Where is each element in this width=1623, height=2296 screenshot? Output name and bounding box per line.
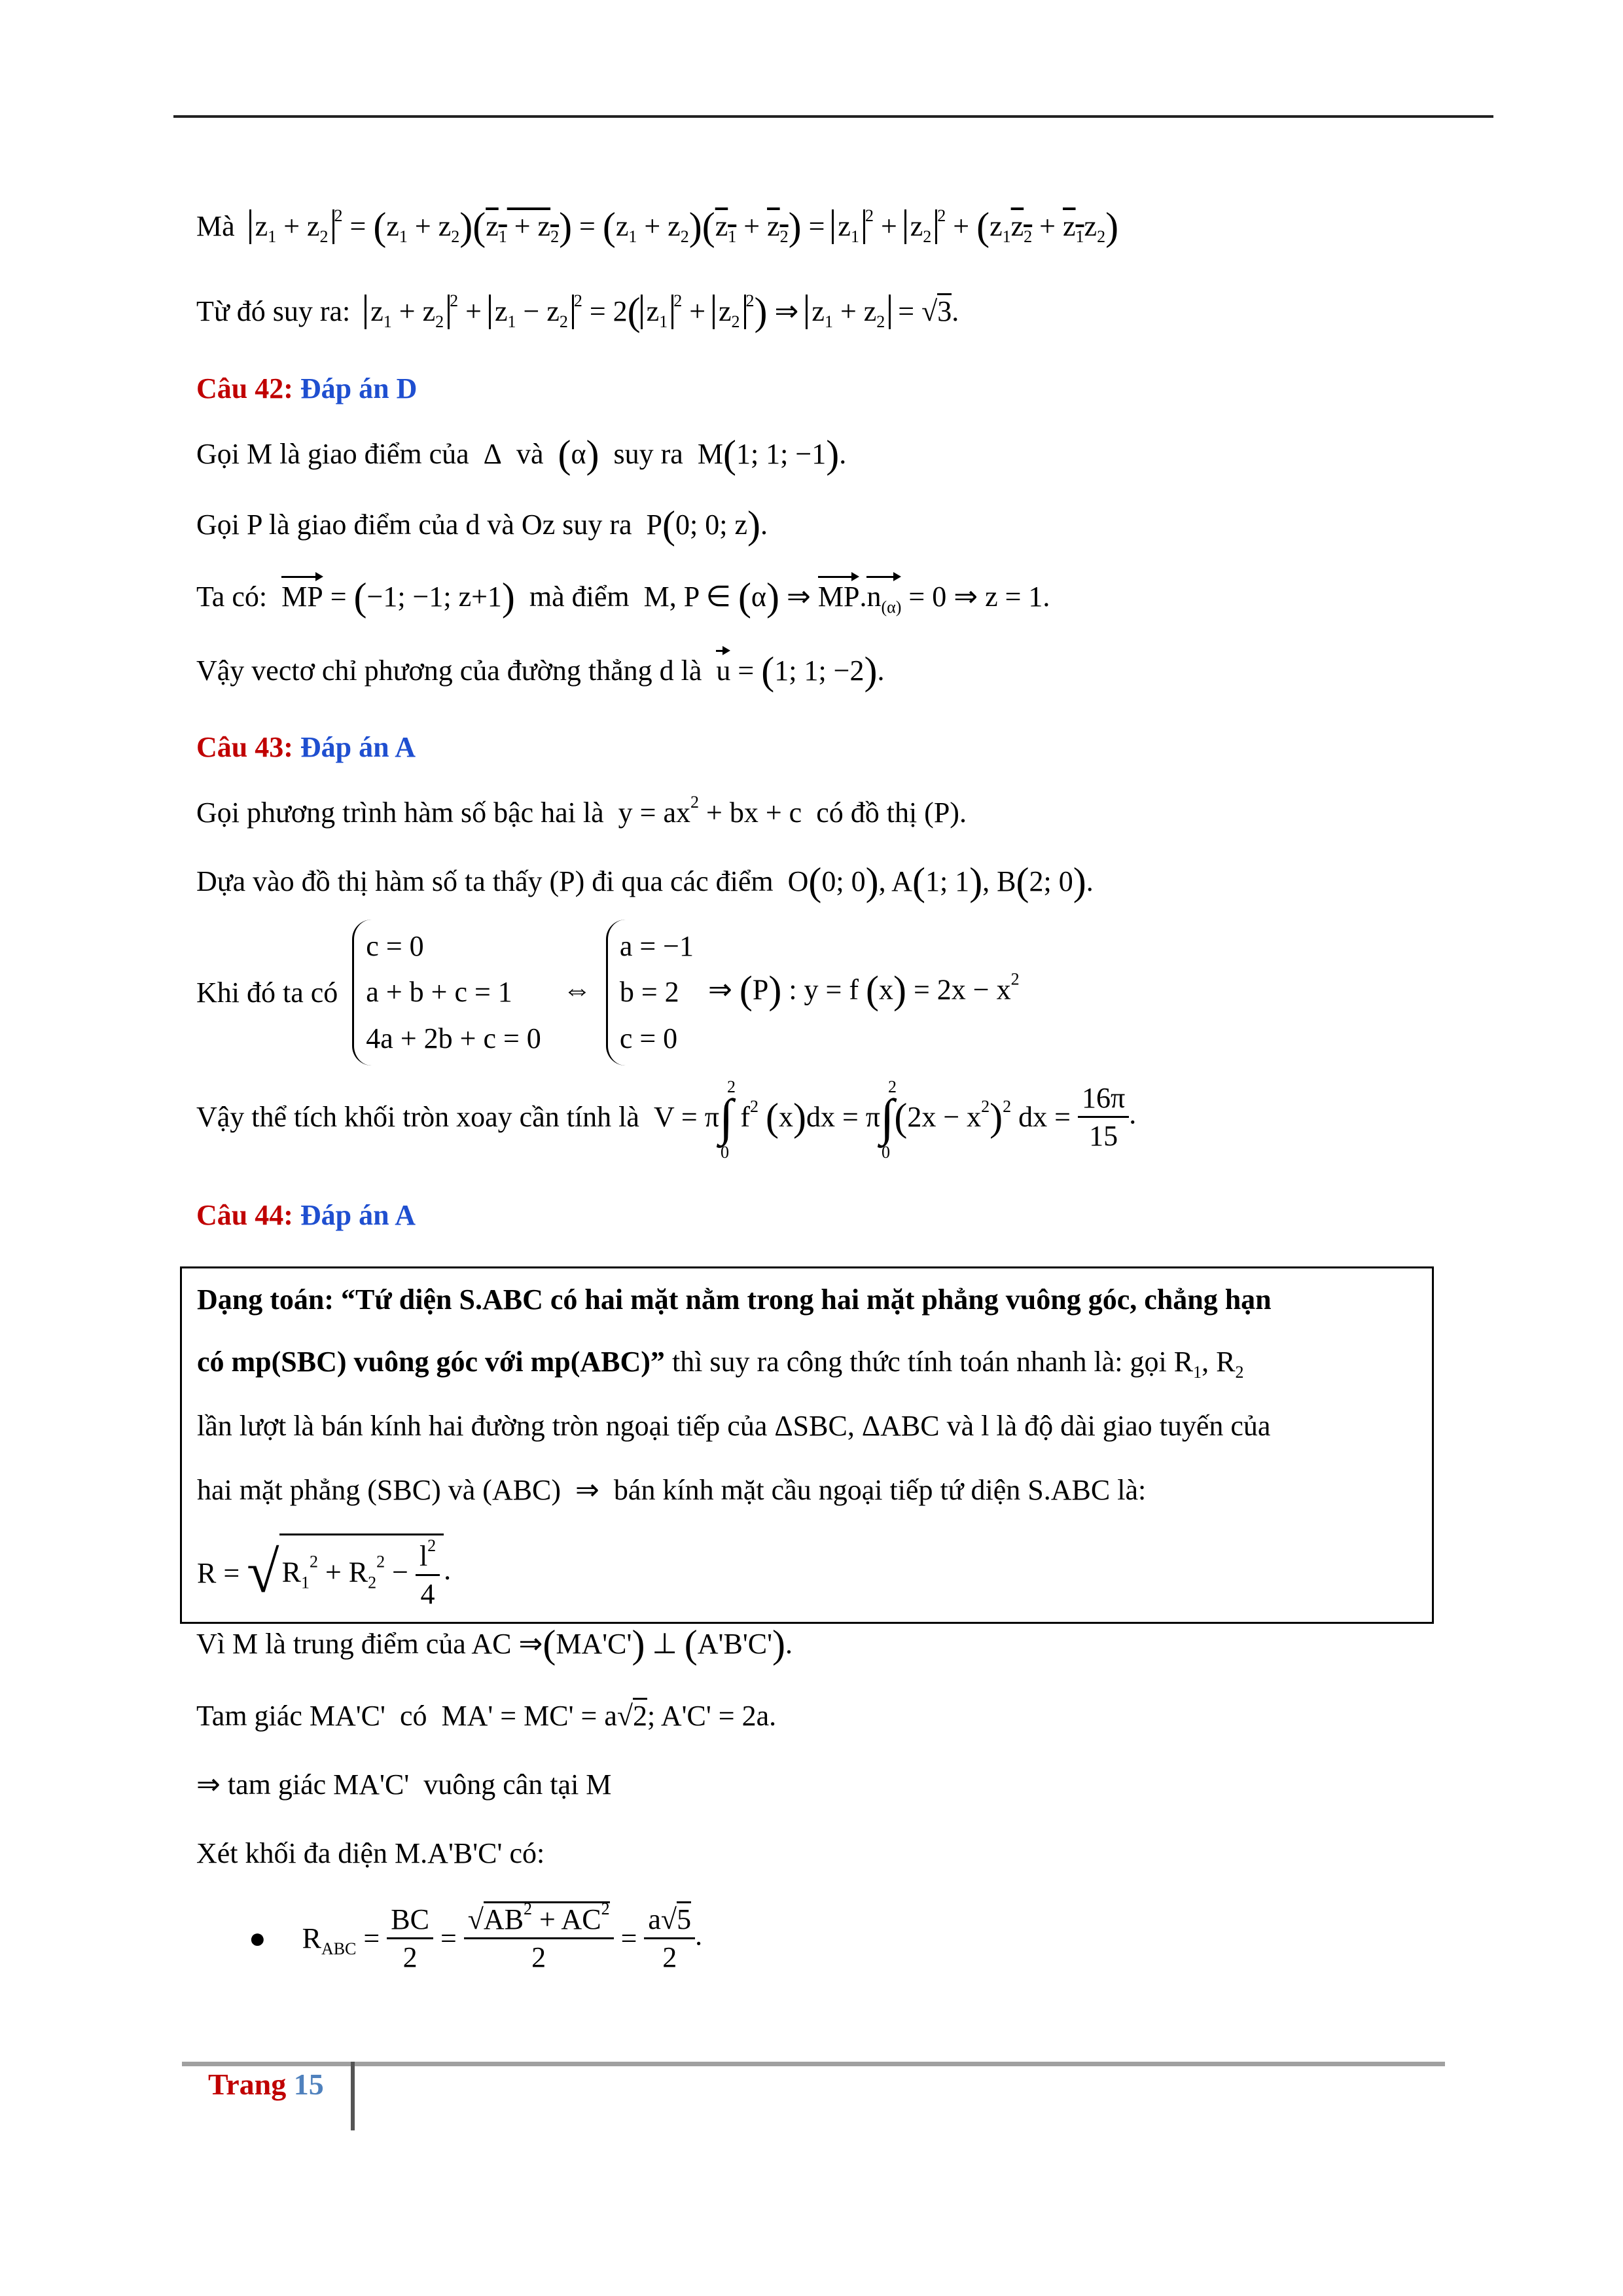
question-44-heading: Câu 44: Đáp án A [196, 1199, 416, 1231]
after-line-4: Xét khối đa diện M.A'B'C' có: [196, 1837, 545, 1869]
conclusion-line: Từ đó suy ra: $z_1 + z_2^2 + z_1 - z_2^2 = 2$( $z_1^2 + z_2^2$) ⇒ $z_1 + z_2 = √3$. [196, 290, 959, 333]
q43-line-2: Dựa vào đồ thị hàm số ta thấy (P) đi qua các điểm O(0; 0), A(1; 1), B(2; 0). [196, 860, 1094, 903]
formula-parallelogram: $z_1 + z_2^2 + z_1 - z_2^2 = 2$( $z_1^2 + z_2^2$) ⇒ $z_1 + z_2 = √3$. [357, 295, 959, 327]
footer-rule [182, 2062, 1445, 2066]
page-number: 15 [293, 2068, 324, 2101]
after-line-2: Tam giác MA'C' có MA' = MC' = a√2; A'C' = 2a. [196, 1702, 776, 1731]
q43-line-1: Gọi phương trình hàm số bậc hai là $y = ax^2$ + bx + c có đồ thị (P). [196, 793, 967, 829]
q42-line-3: Ta có: MP = (−1; −1; z+1) mà điểm M, P ∈ (α) ⇒ $MP.n_{(\alpha)} = 0$ ⇒ z = 1. [196, 575, 1050, 619]
formula-box [180, 1266, 1434, 1624]
q42-line-2: Gọi P là giao điểm của d và Oz suy ra P(0; 0; z). [196, 503, 768, 547]
header-rule [173, 115, 1493, 118]
q43-line-3: Khi đó ta có c = 0 a + b + c = 1 4a + 2b + c = 0 ⇔ a = −1 b = 2 c = 0 ⇒ (P) : y = f $(x) = 2x - x^2$ [196, 920, 1020, 1066]
footer-divider [351, 2062, 355, 2130]
q42-line-4: Vậy vectơ chỉ phương của đường thẳng d là u = (1; 1; −2). [196, 649, 885, 692]
after-line-1: Vì M là trung điểm của AC ⇒(MA'C') ⊥ (A'B'C'). [196, 1623, 793, 1666]
box-line-1: Dạng toán: “Tứ diện S.ABC có hai mặt nằm trong hai mặt phẳng vuông góc, chẳng hạn [197, 1283, 1272, 1316]
question-43-heading: Câu 43: Đáp án A [196, 731, 416, 763]
box-line-4: hai mặt phẳng (SBC) và (ABC) ⇒ bán kính mặt cầu ngoại tiếp tứ diện S.ABC là: [197, 1474, 1147, 1506]
equation-system-1: c = 0 a + b + c = 1 4a + 2b + c = 0 [352, 920, 541, 1066]
q42-line-1: Gọi M là giao điểm của Δ và (α) suy ra M(1; 1; −1). [196, 433, 847, 476]
formula-expansion: $z_1 + z_2^2 = (z_1 + z_2)(z_1 + z_2) = (z_1 + z_2)(z_1 + z_2) = z_1^2 + z_2^2 + (z_1z_2 + z_1z_2)$ [242, 210, 1118, 242]
box-line-3: lần lượt là bán kính hai đường tròn ngoại tiếp của ΔSBC, ΔABC và l là độ dài giao tuyến của [197, 1410, 1271, 1442]
question-42-heading: Câu 42: Đáp án D [196, 372, 418, 404]
q43-line-4: Vậy thể tích khối tròn xoay cần tính là V = π∫ 2 0 $f^2$ (x)dx = π∫ 2 0 $(2x - x^2)^2$ dx = $\frac{16\pi}{15}$ . [196, 1077, 1137, 1162]
after-line-3: ⇒ tam giác MA'C' vuông cân tại M [196, 1768, 612, 1801]
bullet-R-ABC: ● $R_{ABC}$ = $\frac{BC}{2}$ = $\frac{√AB^2 + AC^2}{2}$ = $\frac{a√5}{2}$ . [249, 1899, 703, 1973]
equation-system-2: a = −1 b = 2 c = 0 [606, 920, 694, 1066]
identity-line: Mà $z_1 + z_2^2 = (z_1 + z_2)(z_1 + z_2) = (z_1 + z_2)(z_1 + z_2) = z_1^2 + z_2^2 + (z_1z_2 + z_1z_2)$ [196, 205, 1119, 248]
box-formula-R: $R = √R_1^2 + R_2^2$ − $\frac{l^2}{4}$ . [197, 1534, 451, 1612]
page-footer: Trang 15 [208, 2068, 324, 2101]
bullet-dot: ● [249, 1922, 266, 1954]
box-line-2: có mp(SBC) vuông góc với mp(ABC)” thì suy ra công thức tính toán nhanh là: gọi $R_1$, $R_2$ [197, 1346, 1244, 1382]
